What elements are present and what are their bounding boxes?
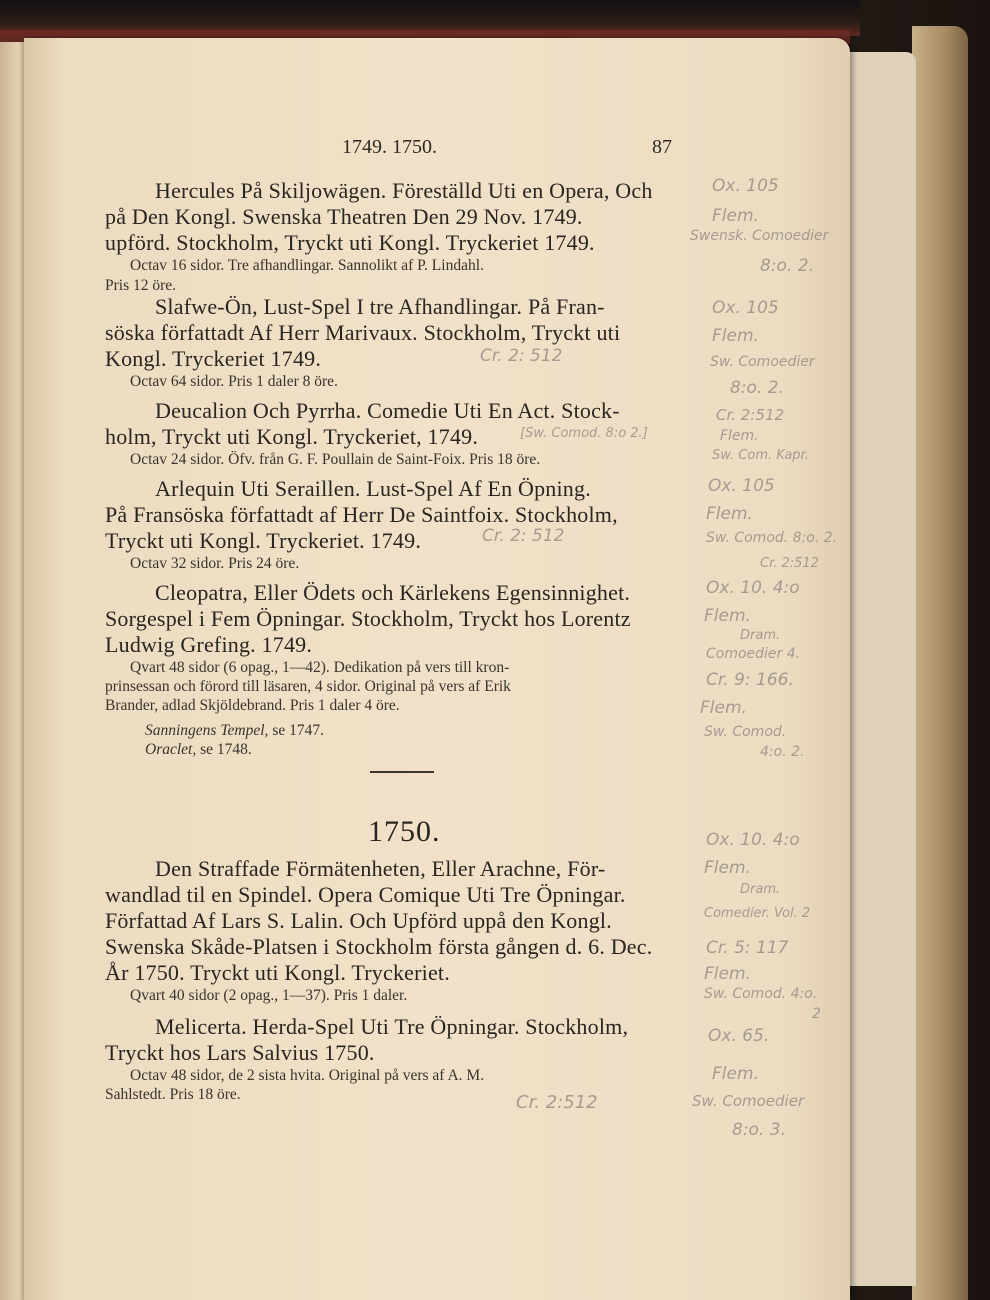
- pencil-note: Flem.: [706, 504, 753, 524]
- entry-line: Arlequin Uti Seraillen. Lust-Spel Af En Öpning.: [155, 476, 591, 501]
- entry-line: söska författadt Af Herr Marivaux. Stockholm, Tryckt uti: [105, 320, 621, 345]
- pencil-note: Sw. Comod. 4:o.: [704, 986, 818, 1002]
- entry-line: Sorgespel i Fem Öpningar. Stockholm, Tryckt hos Lorentz: [105, 606, 631, 631]
- pencil-note: 4:o. 2.: [760, 744, 805, 760]
- pencil-note: Cr. 2:512: [716, 406, 785, 424]
- entry-line: Tryckt hos Lars Salvius 1750.: [105, 1040, 375, 1065]
- entry-line: Swenska Skåde-Platsen i Stockholm första gången d. 6. Dec.: [105, 934, 653, 959]
- pencil-note: 2: [812, 1006, 821, 1022]
- pencil-note: 8:o. 2.: [730, 378, 784, 398]
- cross-ref-title: Oraclet,: [145, 741, 197, 758]
- entry-note: Qvart 40 sidor (2 opag., 1—37). Pris 1 daler.: [130, 987, 408, 1004]
- entry-note: prinsessan och förord till läsaren, 4 sidor. Original på vers af Erik: [105, 678, 511, 695]
- pencil-note: Sw. Com. Kapr.: [712, 448, 809, 463]
- cross-ref-target: se 1748.: [196, 741, 252, 758]
- entry-note: Brander, adlad Skjöldebrand. Pris 1 daler 4 öre.: [105, 697, 400, 714]
- pencil-note: [Sw. Comod. 8:o 2.]: [520, 426, 648, 441]
- section-divider: [370, 771, 434, 773]
- pencil-note: Ox. 10. 4:o: [706, 578, 800, 598]
- page-header-years: 1749. 1750.: [342, 136, 437, 158]
- pencil-note: Cr. 2: 512: [482, 526, 565, 546]
- pencil-note: Sw. Comoedier: [692, 1092, 805, 1110]
- entry-line: Den Straffade Förmätenheten, Eller Arachne, För-: [155, 856, 606, 881]
- pencil-note: Swensk. Comoedier: [690, 228, 829, 244]
- pencil-note: Dram.: [740, 628, 781, 643]
- pencil-note: Sw. Comod. 8:o. 2.: [706, 530, 838, 546]
- entry-line: holm, Tryckt uti Kongl. Tryckeriet, 1749.: [105, 424, 479, 449]
- entry-line: Författad Af Lars S. Lalin. Och Upförd uppå den Kongl.: [105, 908, 612, 933]
- page-edges: [848, 52, 916, 1286]
- pencil-note: Cr. 9: 166.: [706, 670, 794, 690]
- entry-line: upförd. Stockholm, Tryckt uti Kongl. Tryckeriet 1749.: [105, 230, 595, 255]
- cross-ref-target: se 1747.: [268, 722, 324, 739]
- pencil-note: Sw. Comoedier: [710, 354, 815, 370]
- pencil-note: Flem.: [712, 206, 759, 226]
- entry-line: Cleopatra, Eller Ödets och Kärlekens Egensinnighet.: [155, 580, 631, 605]
- entry-note: Qvart 48 sidor (6 opag., 1—42). Dedikation på vers till kron-: [130, 659, 510, 676]
- left-page-edge: [0, 42, 26, 1300]
- entry-line: Melicerta. Herda-Spel Uti Tre Öpningar. Stockholm,: [155, 1014, 629, 1039]
- pencil-note: Comedier. Vol. 2: [704, 906, 811, 921]
- pencil-note: Flem.: [720, 428, 759, 444]
- pencil-note: Comoedier 4.: [706, 646, 801, 662]
- pencil-note: Cr. 2:512: [516, 1092, 598, 1113]
- entry-line: Deucalion Och Pyrrha. Comedie Uti En Act. Stock-: [155, 398, 620, 423]
- pencil-note: Ox. 105: [712, 298, 779, 318]
- entry-note: Octav 64 sidor. Pris 1 daler 8 öre.: [130, 373, 338, 390]
- pencil-note: 8:o. 2.: [760, 256, 814, 276]
- book-back-cover: [912, 26, 968, 1300]
- pencil-note: Flem.: [700, 698, 747, 718]
- pencil-note: Cr. 2:512: [760, 556, 819, 571]
- entry-line: År 1750. Tryckt uti Kongl. Tryckeriet.: [105, 960, 450, 985]
- pencil-note: 8:o. 3.: [732, 1120, 786, 1140]
- cross-ref: [145, 741, 252, 759]
- entry-line: Tryckt uti Kongl. Tryckeriet. 1749.: [105, 528, 422, 553]
- entry-line: Slafwe-Ön, Lust-Spel I tre Afhandlingar. På Fran-: [155, 294, 605, 319]
- pencil-note: Flem.: [704, 606, 751, 626]
- pencil-note: Cr. 5: 117: [706, 938, 789, 958]
- entry-line: Ludwig Grefing. 1749.: [105, 632, 313, 657]
- section-year-heading: 1750.: [368, 815, 441, 848]
- entry-note: Octav 16 sidor. Tre afhandlingar. Sannolikt af P. Lindahl.: [130, 257, 484, 274]
- pencil-note: Cr. 2: 512: [480, 346, 563, 366]
- entry-note: Octav 48 sidor, de 2 sista hvita. Original på vers af A. M.: [130, 1067, 485, 1084]
- entry-line: wandlad til en Spindel. Opera Comique Uti Tre Öpningar.: [105, 882, 626, 907]
- entry-note: Octav 32 sidor. Pris 24 öre.: [130, 555, 300, 572]
- entry-note: Sahlstedt. Pris 18 öre.: [105, 1086, 241, 1103]
- cross-ref: [145, 722, 324, 740]
- pencil-note: Ox. 105: [708, 476, 775, 496]
- pencil-note: Sw. Comod.: [704, 724, 787, 740]
- entry-line: Kongl. Tryckeriet 1749.: [105, 346, 322, 371]
- pencil-note: Flem.: [712, 1064, 759, 1084]
- entry-line: På Fransöska författadt af Herr De Saintfoix. Stockholm,: [105, 502, 618, 527]
- entry-line: Hercules På Skiljowägen. Föreställd Uti en Opera, Och: [155, 178, 653, 203]
- pencil-note: Ox. 105: [712, 176, 779, 196]
- entry-note: Octav 24 sidor. Öfv. från G. F. Poullain de Saint-Foix. Pris 18 öre.: [130, 451, 541, 468]
- entry-note: Pris 12 öre.: [105, 277, 177, 294]
- pencil-note: Ox. 65.: [708, 1026, 770, 1046]
- entry-line: på Den Kongl. Swenska Theatren Den 29 Nov. 1749.: [105, 204, 583, 229]
- page-number: 87: [652, 136, 672, 158]
- pencil-note: Dram.: [740, 882, 781, 897]
- pencil-note: Flem.: [712, 326, 759, 346]
- pencil-note: Flem.: [704, 964, 751, 984]
- pencil-note: Ox. 10. 4:o: [706, 830, 800, 850]
- cross-ref-title: Sanningens Tempel,: [145, 722, 269, 739]
- pencil-note: Flem.: [704, 858, 751, 878]
